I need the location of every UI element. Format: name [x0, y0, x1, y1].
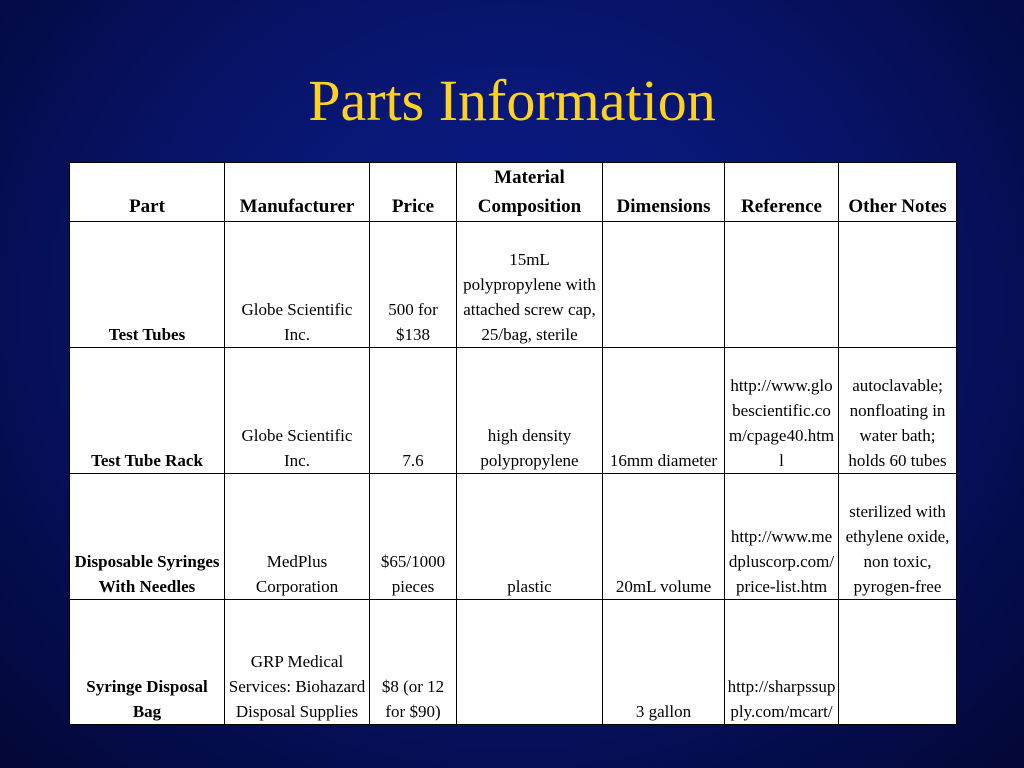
cell-notes — [839, 222, 957, 348]
cell-manufacturer: GRP Medical Services: Biohazard Disposal Supplies — [225, 600, 370, 725]
cell-dimensions: 20mL volume — [603, 474, 725, 600]
cell-part: Disposable Syringes With Needles — [70, 474, 225, 600]
cell-notes: autoclavable; nonfloating in water bath; holds 60 tubes — [839, 348, 957, 474]
table-row — [70, 348, 957, 474]
table-row — [70, 222, 957, 348]
cell-dimensions: 3 gallon — [603, 600, 725, 725]
cell-part: Syringe Disposal Bag — [70, 600, 225, 725]
cell-manufacturer: MedPlus Corporation — [225, 474, 370, 600]
cell-dimensions — [603, 222, 725, 348]
table-row — [70, 600, 957, 725]
table-row — [70, 474, 957, 600]
header-price: Price — [370, 163, 457, 222]
cell-reference — [725, 222, 839, 348]
cell-price: 500 for $138 — [370, 222, 457, 348]
cell-material: plastic — [457, 474, 603, 600]
cell-part: Test Tube Rack — [70, 348, 225, 474]
cell-price: 7.6 — [370, 348, 457, 474]
header-part: Part — [70, 163, 225, 222]
cell-manufacturer: Globe Scientific Inc. — [225, 222, 370, 348]
header-dimensions: Dimensions — [603, 163, 725, 222]
cell-notes: sterilized with ethylene oxide, non toxic, pyrogen-free — [839, 474, 957, 600]
cell-material: 15mL polypropylene with attached screw cap, 25/bag, sterile — [457, 222, 603, 348]
cell-price: $65/1000 pieces — [370, 474, 457, 600]
cell-part: Test Tubes — [70, 222, 225, 348]
slide-title: Parts Information — [308, 68, 716, 133]
parts-table — [69, 162, 957, 725]
table-header-row — [70, 163, 957, 222]
cell-material — [457, 600, 603, 725]
cell-dimensions: 16mm diameter — [603, 348, 725, 474]
cell-reference: http://www.medpluscorp.com/price-list.htm — [725, 474, 839, 600]
header-other-notes: Other Notes — [839, 163, 957, 222]
header-material-composition: Material Composition — [457, 163, 603, 222]
cell-reference: http://sharpssupply.com/mcart/ — [725, 600, 839, 725]
header-manufacturer: Manufacturer — [225, 163, 370, 222]
header-reference: Reference — [725, 163, 839, 222]
cell-reference: http://www.globescientific.com/cpage40.html — [725, 348, 839, 474]
cell-material: high density polypropylene — [457, 348, 603, 474]
cell-manufacturer: Globe Scientific Inc. — [225, 348, 370, 474]
cell-price: $8 (or 12 for $90) — [370, 600, 457, 725]
cell-notes — [839, 600, 957, 725]
